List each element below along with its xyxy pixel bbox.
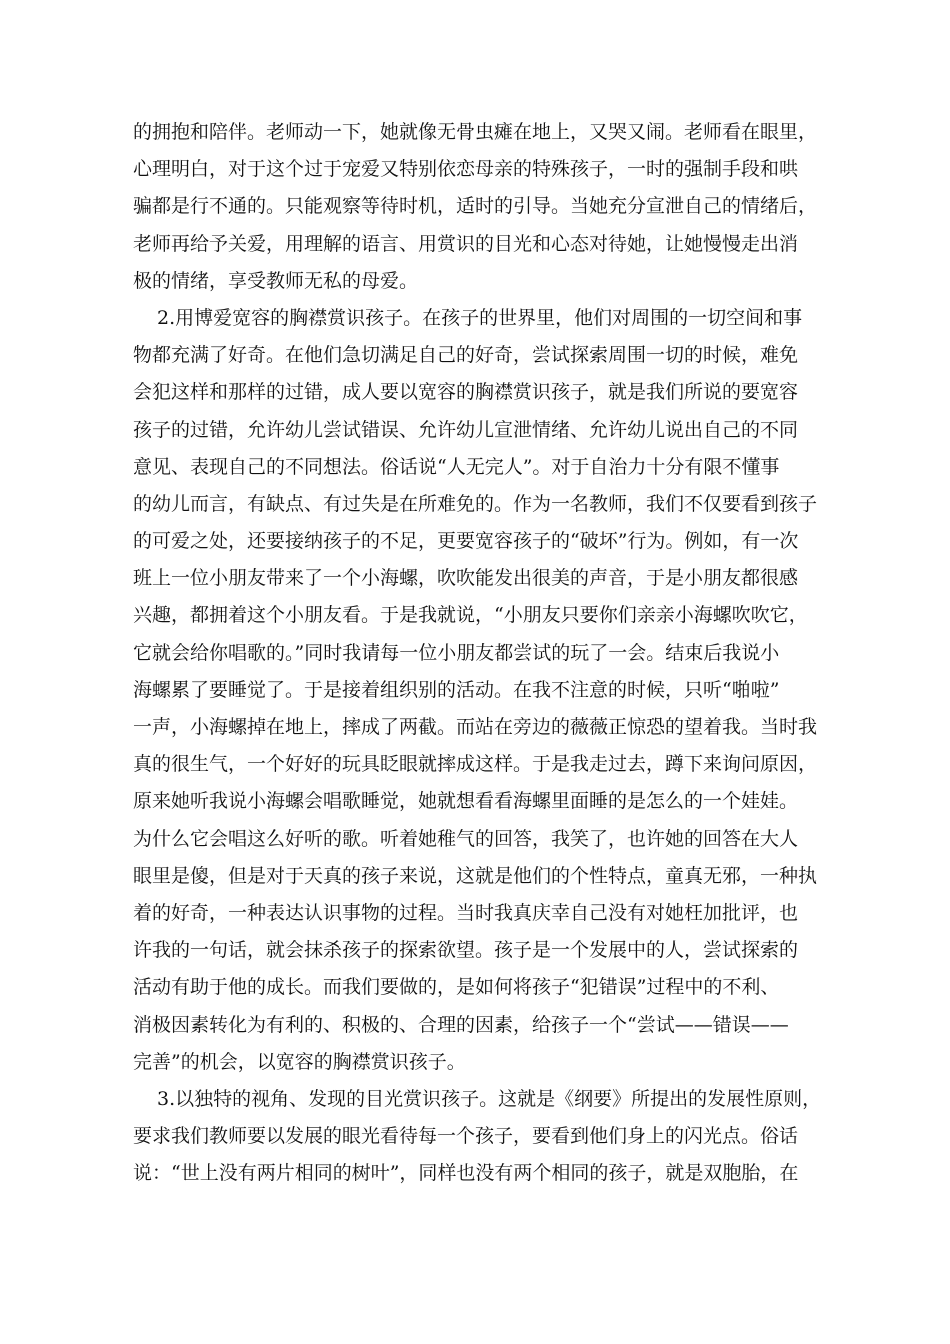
text-line: 意见、表现自己的不同想法。俗话说“人无完人”。对于自治力十分有限不懂事 (133, 455, 780, 478)
text-line: 真的很生气，一个好好的玩具眨眼就摔成这样。于是我走过去，蹲下来询问原因， (133, 753, 818, 776)
paragraph-2-heading-line: 2.用博爱宽容的胸襟赏识孩子。在孩子的世界里，他们对周围的一切空间和事 (157, 306, 803, 329)
text-line: 为什么它会唱这么好听的歌。听着她稚气的回答，我笑了，也许她的回答在大人 (133, 827, 799, 850)
text-line: 老师再给予关爱，用理解的语言、用赏识的目光和心态对待她，让她慢慢走出消 (133, 232, 799, 255)
text-line: 的可爱之处，还要接纳孩子的不足，更要宽容孩子的“破坏”行为。例如，有一次 (133, 530, 799, 553)
text-line: 孩子的过错，允许幼儿尝试错误、允许幼儿宣泄情绪、允许幼儿说出自己的不同 (133, 418, 799, 441)
text-line: 许我的一句话，就会抹杀孩子的探索欲望。孩子是一个发展中的人，尝试探索的 (133, 939, 799, 962)
text-line: 海螺累了要睡觉了。于是接着组织别的活动。在我不注意的时候，只听“啪啦” (133, 678, 780, 701)
text-line: 活动有助于他的成长。而我们要做的，是如何将孩子“犯错误”过程中的不利、 (133, 976, 780, 999)
text-line: 它就会给你唱歌的。”同时我请每一位小朋友都尝试的玩了一会。结束后我说小 (133, 641, 780, 664)
text-line: 消极因素转化为有利的、积极的、合理的因素，给孩子一个“尝试——错误—— (133, 1013, 789, 1036)
text-line: 着的好奇，一种表达认识事物的过程。当时我真庆幸自己没有对她枉加批评，也 (133, 901, 799, 924)
text-line: 一声，小海螺掉在地上，摔成了两截。而站在旁边的薇薇正惊恐的望着我。当时我 (133, 716, 818, 738)
text-line: 原来她听我说小海螺会唱歌睡觉，她就想看看海螺里面睡的是怎么的一个娃娃。 (133, 790, 799, 813)
text-line: 会犯这样和那样的过错，成人要以宽容的胸襟赏识孩子，就是我们所说的要宽容 (133, 381, 799, 404)
body-text (133, 114, 833, 1192)
paragraph-3-heading-line: 3.以独特的视角、发现的目光赏识孩子。这就是《纲要》所提出的发展性原则， (157, 1087, 822, 1110)
text-line: 班上一位小朋友带来了一个小海螺，吹吹能发出很美的声音，于是小朋友都很感 (133, 567, 799, 590)
text-line: 的拥抱和陪伴。老师动一下，她就像无骨虫瘫在地上，又哭又闹。老师看在眼里， (133, 121, 818, 143)
text-line: 的幼儿而言，有缺点、有过失是在所难免的。作为一名教师，我们不仅要看到孩子 (133, 492, 818, 515)
text-line: 物都充满了好奇。在他们急切满足自己的好奇，尝试探索周围一切的时候，难免 (133, 344, 799, 367)
text-line: 完善”的机会，以宽容的胸襟赏识孩子。 (133, 1050, 466, 1073)
text-line: 说：“世上没有两片相同的树叶”，同样也没有两个相同的孩子，就是双胞胎，在 (133, 1162, 799, 1185)
text-line: 兴趣，都拥着这个小朋友看。于是我就说，“小朋友只要你们亲亲小海螺吹吹它， (133, 604, 808, 627)
text-line: 心理明白，对于这个过于宠爱又特别依恋母亲的特殊孩子，一时的强制手段和哄 (133, 158, 799, 181)
text-line: 要求我们教师要以发展的眼光看待每一个孩子，要看到他们身上的闪光点。俗话 (133, 1125, 799, 1148)
text-line: 骗都是行不通的。只能观察等待时机，适时的引导。当她充分宣泄自己的情绪后， (133, 195, 818, 218)
text-line: 眼里是傻，但是对于天真的孩子来说，这就是他们的个性特点，童真无邪，一种执 (133, 864, 818, 887)
text-line: 极的情绪，享受教师无私的母爱。 (133, 269, 419, 292)
